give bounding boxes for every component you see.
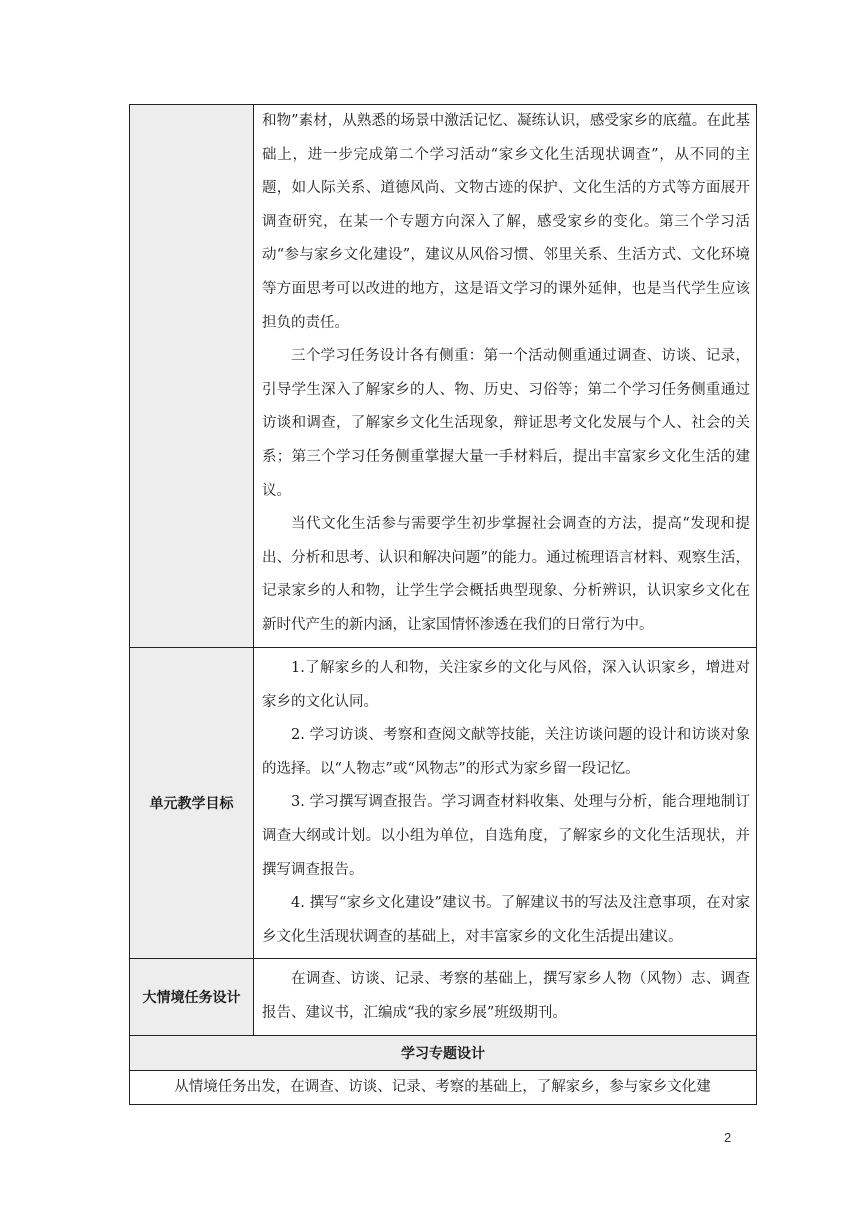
topic-design-header: 学习专题设计	[130, 1035, 757, 1070]
table-row	[130, 959, 757, 1035]
situation-task-text: 在调查、访谈、记录、考察的基础上，撰写家乡人物（风物）志、调查报告、建议书，汇编成“我的家乡展”班级期刊。	[262, 971, 750, 1021]
table-row	[130, 648, 757, 959]
goal-item: 2. 学习访谈、考察和查阅文献等技能，关注访谈问题的设计和访谈对象的选择。以“人物志”或“风物志”的形式为家乡留一段记忆。	[262, 727, 750, 777]
table-row	[130, 105, 757, 648]
table-row	[130, 1070, 757, 1104]
table-row	[130, 1035, 757, 1070]
teaching-goals-cell	[254, 648, 757, 959]
teaching-goals-label: 单元教学目标	[130, 648, 254, 959]
design-intent-cell	[254, 105, 757, 648]
page-number: 2	[724, 1130, 732, 1145]
goal-item: 3. 学习撰写调查报告。学习调查材料收集、处理与分析，能合理地制订调查大纲或计划。以小组为单位，自选角度，了解家乡的文化生活现状，并撰写调查报告。	[262, 794, 750, 878]
topic-design-cell	[130, 1070, 757, 1104]
goal-item: 4. 撰写“家乡文化建设”建议书。了解建议书的写法及注意事项，在对家乡文化生活现状调查的基础上，对丰富家乡的文化生活提出建议。	[262, 895, 750, 945]
situation-task-cell	[254, 959, 757, 1035]
intent-paragraph: 三个学习任务设计各有侧重：第一个活动侧重通过调查、访谈、记录，引导学生深入了解家乡的人、物、历史、习俗等；第二个学习任务侧重通过访谈和调查，了解家乡文化生活现象，辩证思考文化发展与个人、社会的关系；第三个学习任务侧重掌握大量一手材料后，提出丰富家乡文化生活的建议。	[262, 348, 750, 499]
goal-item: 1.了解家乡的人和物，关注家乡的文化与风俗，深入认识家乡，增进对家乡的文化认同。	[262, 660, 750, 710]
situation-task-label: 大情境任务设计	[130, 959, 254, 1035]
topic-design-text: 从情境任务出发，在调查、访谈、记录、考察的基础上，了解家乡，参与家乡文化建	[174, 1078, 711, 1095]
row-label-empty	[130, 105, 254, 648]
intent-paragraph: 当代文化生活参与需要学生初步掌握社会调查的方法，提高“发现和提出、分析和思考、认识和解决问题”的能力。通过梳理语言材料、观察生活，记录家乡的人和物，让学生学会概括典型现象、分析辨识，认识家乡文化在新时代产生的新内涵，让家国情怀渗透在我们的日常行为中。	[262, 516, 750, 633]
unit-design-table	[129, 104, 757, 1105]
intent-paragraph: 和物”素材，从熟悉的场景中激活记忆、凝练认识，感受家乡的底蕴。在此基础上，进一步完成第二个学习活动“家乡文化生活现状调查”，从不同的主题，如人际关系、道德风尚、文物古迹的保护、文化生活的方式等方面展开调查研究，在某一个专题方向深入了解，感受家乡的变化。第三个学习活动“参与家乡文化建设”，建议从风俗习惯、邻里关系、生活方式、文化环境等方面思考可以改进的地方，这是语文学习的课外延伸，也是当代学生应该担负的责任。	[262, 113, 750, 331]
